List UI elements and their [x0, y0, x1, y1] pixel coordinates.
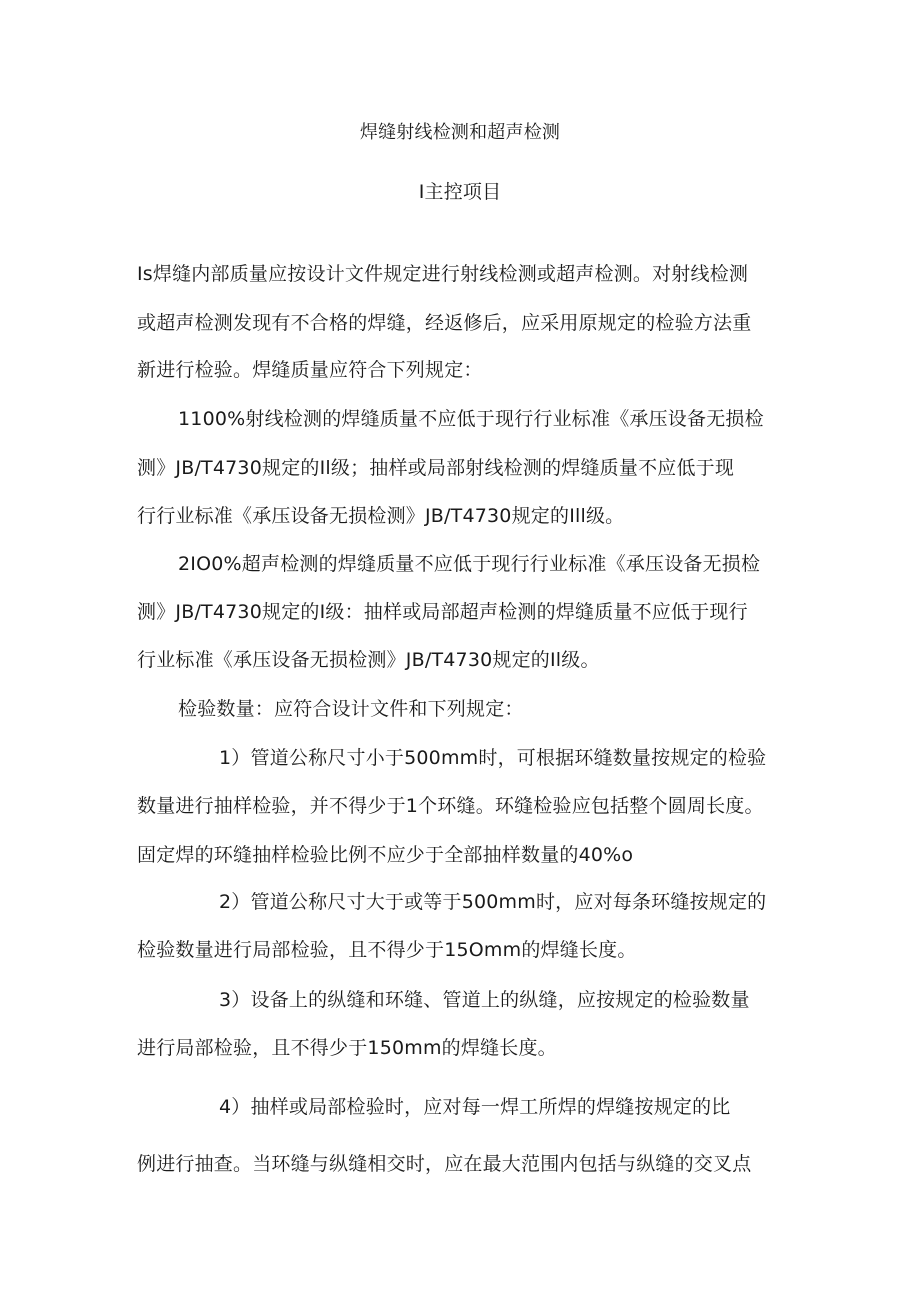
paragraph-line: 1100%射线检测的焊缝质量不应低于现行行业标准《承压设备无损检 — [178, 408, 764, 430]
section-heading: I主控项目 — [418, 181, 502, 203]
paragraph-line: Is焊缝内部质量应按设计文件规定进行射线检测或超声检测。对射线检测 — [137, 263, 749, 285]
document-title: 焊缝射线检测和超声检测 — [359, 122, 561, 143]
paragraph-line: 4）抽样或局部检验时，应对每一焊工所焊的焊缝按规定的比 — [219, 1096, 731, 1118]
paragraph-line: 检验数量进行局部检验，且不得少于15Omm的焊缝长度。 — [137, 939, 637, 961]
paragraph-line: 行业标准《承压设备无损检测》JB/T4730规定的Il级。 — [137, 649, 600, 671]
paragraph-line: 测》JB/T4730规定的I级：抽样或局部超声检测的焊缝质量不应低于现行 — [137, 601, 748, 623]
paragraph-line: 3）设备上的纵缝和环缝、管道上的纵缝，应按规定的检验数量 — [219, 989, 750, 1011]
paragraph-line: 或超声检测发现有不合格的焊缝，经返修后，应采用原规定的检验方法重 — [137, 312, 752, 334]
paragraph-line: 2）管道公称尺寸大于或等于500mm时，应对每条环缝按规定的 — [219, 891, 767, 913]
paragraph-line: 测》JB/T4730规定的Il级；抽样或局部射线检测的焊缝质量不应低于现 — [137, 457, 735, 479]
paragraph-line: 2IO0%超声检测的焊缝质量不应低于现行行业标准《承压设备无损检 — [178, 553, 761, 575]
paragraph-line: 数量进行抽样检验，并不得少于1个环缝。环缝检验应包括整个圆周长度。 — [137, 795, 764, 817]
paragraph-line: 1）管道公称尺寸小于500mm时，可根据环缝数量按规定的检验 — [219, 747, 767, 769]
paragraph-line: 新进行检验。焊缝质量应符合下列规定： — [137, 359, 483, 381]
paragraph-line: 例进行抽查。当环缝与纵缝相交时，应在最大范围内包括与纵缝的交叉点 — [137, 1153, 752, 1175]
paragraph-line: 进行局部检验，且不得少于150mm的焊缝长度。 — [137, 1037, 557, 1059]
paragraph-line: 固定焊的环缝抽样检验比例不应少于全部抽样数量的40%o — [137, 844, 634, 866]
paragraph-line: 行行业标准《承压设备无损检测》JB/T4730规定的Ill级。 — [137, 505, 625, 527]
paragraph-line: 检验数量：应符合设计文件和下列规定： — [178, 698, 524, 720]
